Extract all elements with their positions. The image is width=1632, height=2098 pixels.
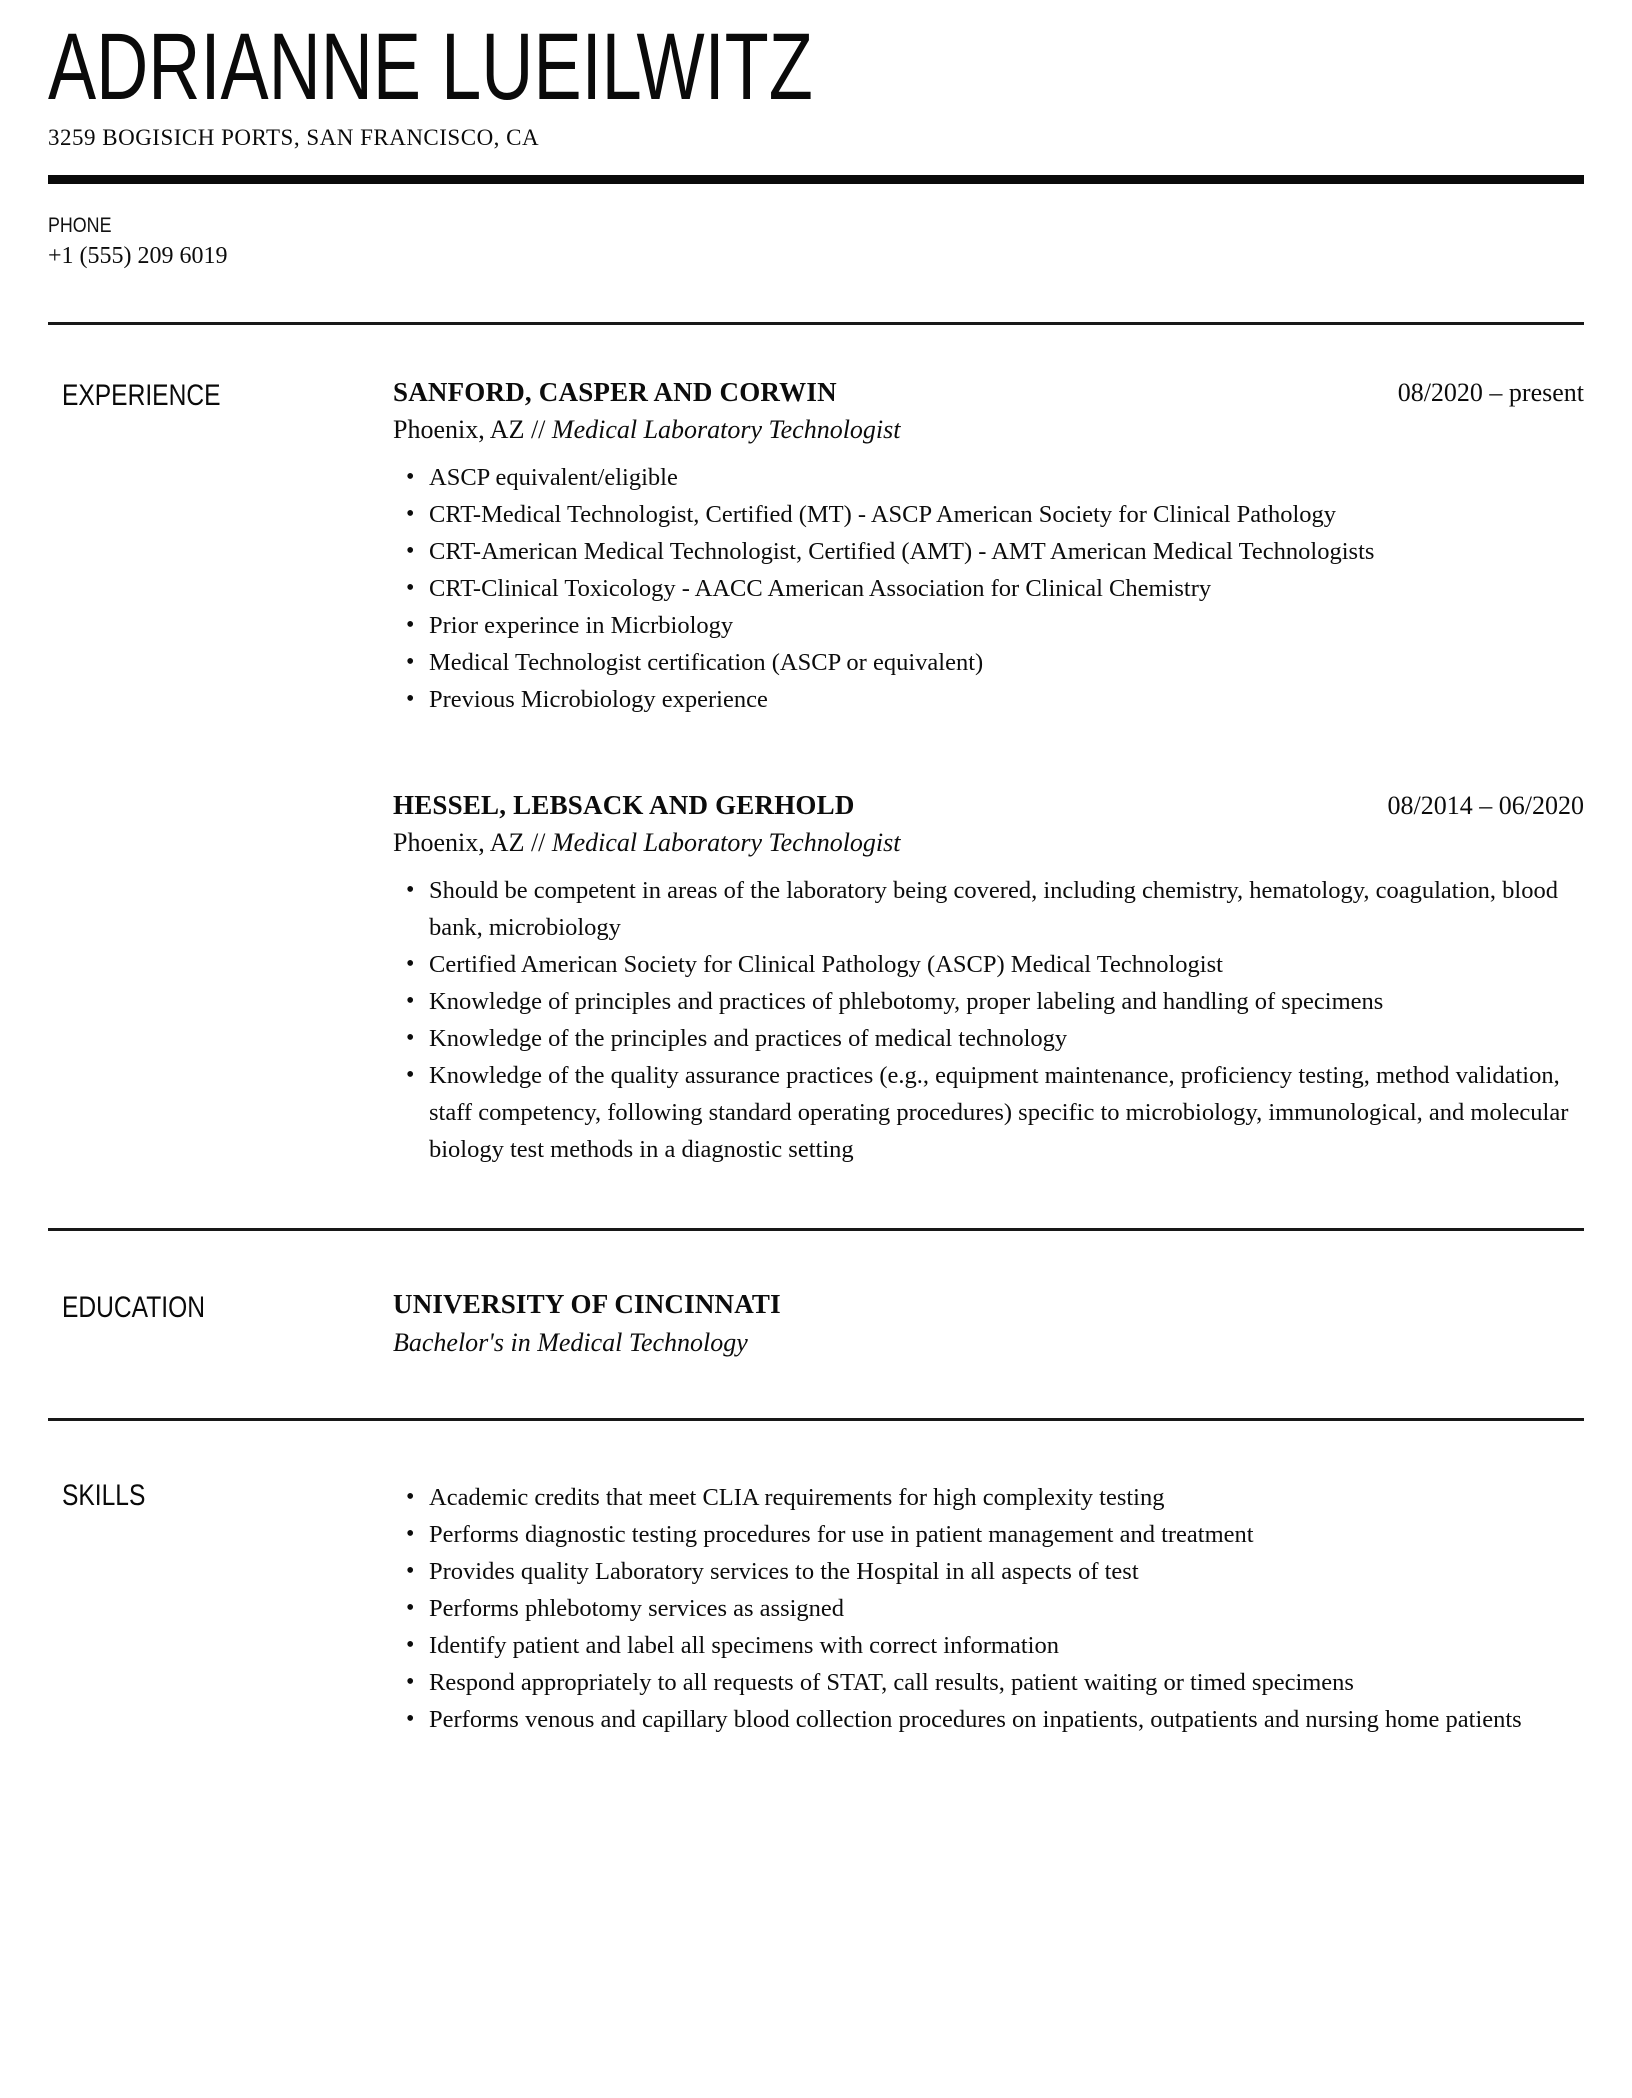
bullet-item: • Performs phlebotomy services as assigned — [429, 1590, 1584, 1627]
section-label-experience: EXPERIENCE — [61, 379, 221, 412]
divider — [48, 322, 1584, 325]
job-subtitle — [393, 415, 1584, 445]
section-education — [48, 1289, 1584, 1358]
bullet-item: • Medical Technologist certification (ASCP or equivalent) — [429, 644, 1584, 681]
job-entry — [393, 790, 1584, 1168]
job-separator: // — [530, 415, 546, 444]
section-label-skills: SKILLS — [61, 1479, 146, 1512]
header-rule — [48, 175, 1584, 184]
bullet-item: • Knowledge of principles and practices of phlebotomy, proper labeling and handling of specimens — [429, 983, 1584, 1020]
skills-list — [393, 1479, 1584, 1738]
bullet-item: • Respond appropriately to all requests of STAT, call results, patient waiting or timed specimens — [429, 1664, 1584, 1701]
bullet-item: • CRT-Clinical Toxicology - AACC American Association for Clinical Chemistry — [429, 570, 1584, 607]
job-dates: 08/2014 – 06/2020 — [1387, 791, 1584, 820]
job-dates: 08/2020 – present — [1397, 378, 1584, 407]
job-role: Medical Laboratory Technologist — [551, 828, 901, 857]
job-header — [393, 790, 1584, 821]
job-company: SANFORD, CASPER AND CORWIN — [393, 377, 837, 407]
phone-value: +1 (555) 209 6019 — [48, 243, 228, 269]
skills-content — [393, 1477, 1584, 1738]
job-location: Phoenix, AZ — [393, 415, 525, 444]
job-bullets — [393, 459, 1584, 718]
education-content — [393, 1289, 1584, 1358]
bullet-item: • Academic credits that meet CLIA requirements for high complexity testing — [429, 1479, 1584, 1516]
job-subtitle — [393, 828, 1584, 858]
bullet-item: • Identify patient and label all specimens with correct information — [429, 1627, 1584, 1664]
bullet-item: • Performs venous and capillary blood collection procedures on inpatients, outpatients and nursing home patients — [429, 1701, 1584, 1738]
job-company: HESSEL, LEBSACK AND GERHOLD — [393, 790, 855, 820]
bullet-item: • Certified American Society for Clinical Pathology (ASCP) Medical Technologist — [429, 946, 1584, 983]
job-header — [393, 377, 1584, 408]
section-experience — [48, 377, 1584, 1168]
bullet-item: • Knowledge of the quality assurance practices (e.g., equipment maintenance, proficiency testing, method validation, staff competency, following standard operating procedures) specific to microbiology, immunological, and molecular biology test methods in a diagnostic setting — [429, 1057, 1584, 1168]
job-separator: // — [530, 828, 546, 857]
divider — [48, 1418, 1584, 1421]
section-skills — [48, 1477, 1584, 1738]
experience-content — [393, 377, 1584, 1168]
bullet-item: • Prior experince in Micrbiology — [429, 607, 1584, 644]
school-name: UNIVERSITY OF CINCINNATI — [393, 1289, 781, 1319]
phone-label: PHONE — [48, 214, 112, 237]
divider — [48, 1228, 1584, 1231]
candidate-address: 3259 BOGISICH PORTS, SAN FRANCISCO, CA — [48, 125, 540, 150]
bullet-item: • CRT-American Medical Technologist, Certified (AMT) - AMT American Medical Technologists — [429, 533, 1584, 570]
job-location: Phoenix, AZ — [393, 828, 525, 857]
candidate-name: ADRIANNE LUEILWITZ — [48, 14, 813, 120]
degree: Bachelor's in Medical Technology — [393, 1328, 748, 1357]
bullet-item: • Previous Microbiology experience — [429, 681, 1584, 718]
bullet-item: • CRT-Medical Technologist, Certified (MT) - ASCP American Society for Clinical Pathology — [429, 496, 1584, 533]
bullet-item: • Should be competent in areas of the laboratory being covered, including chemistry, hematology, coagulation, blood bank, microbiology — [429, 872, 1584, 946]
bullet-item: • ASCP equivalent/eligible — [429, 459, 1584, 496]
bullet-item: • Knowledge of the principles and practices of medical technology — [429, 1020, 1584, 1057]
bullet-item: • Performs diagnostic testing procedures for use in patient management and treatment — [429, 1516, 1584, 1553]
section-label-education: EDUCATION — [61, 1291, 205, 1324]
job-role: Medical Laboratory Technologist — [551, 415, 901, 444]
resume-header — [48, 14, 1584, 151]
contact-block — [48, 214, 1584, 270]
job-entry — [393, 377, 1584, 718]
job-bullets — [393, 872, 1584, 1168]
bullet-item: • Provides quality Laboratory services to the Hospital in all aspects of test — [429, 1553, 1584, 1590]
